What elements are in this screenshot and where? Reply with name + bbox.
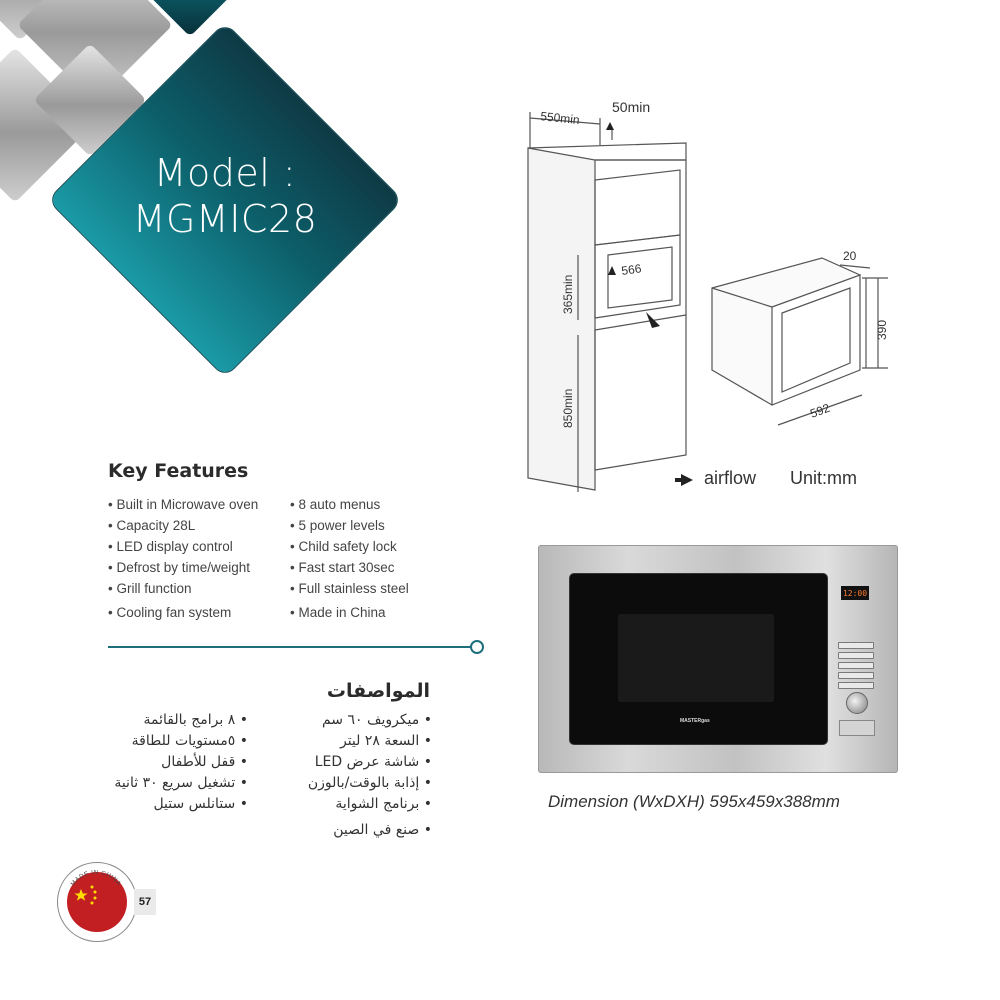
brand-logo: MASTERgas	[680, 718, 710, 724]
arabic-spec-item: • ٥مستويات للطاقة	[131, 733, 248, 749]
feature-item: • 5 power levels	[290, 518, 385, 533]
section-divider	[108, 646, 472, 648]
arabic-spec-item: • إذابة بالوقت/بالوزن	[307, 775, 432, 791]
microwave-display: 12:00	[841, 586, 869, 600]
arabic-spec-item: • ميكرويف ٦٠ سم	[321, 712, 432, 728]
arabic-spec-item: • السعة ٢٨ ليتر	[339, 733, 432, 749]
feature-item: • Capacity 28L	[108, 518, 196, 533]
dim-height-label: 390	[875, 319, 889, 340]
control-button	[838, 652, 874, 659]
badge-lettering	[57, 862, 135, 940]
key-features-title: Key Features	[108, 460, 249, 482]
feature-item: • Defrost by time/weight	[108, 560, 251, 575]
model-number: MGMIC28	[132, 197, 318, 241]
feature-item: • Fast start 30sec	[290, 560, 395, 575]
dim-opening-width-label: 566	[620, 261, 643, 278]
installation-diagram	[515, 95, 900, 500]
dim-floor-height-label: 850min	[561, 388, 575, 428]
features-left-list	[108, 497, 258, 626]
feature-item: • Full stainless steel	[290, 581, 409, 596]
feature-item: • 8 auto menus	[290, 497, 381, 512]
microwave-window	[618, 614, 774, 702]
dim-opening-height-label: 365min	[561, 274, 575, 314]
arabic-specs-left-column	[88, 712, 248, 817]
control-knob	[846, 692, 868, 714]
feature-item: • LED display control	[108, 539, 233, 554]
arabic-spec-item: • ٨ برامج بالقائمة	[143, 712, 248, 728]
model-label: Model :	[153, 151, 297, 195]
divider-dot	[470, 640, 484, 654]
features-right-list	[290, 497, 409, 626]
dim-gap-label: 50min	[612, 99, 651, 115]
dim-depth-label: 550min	[539, 109, 581, 128]
dim-frame-depth-label: 20	[843, 249, 857, 263]
control-panel	[835, 580, 877, 740]
unit-label: Unit:mm	[790, 468, 857, 488]
control-button	[838, 672, 874, 679]
model-title	[110, 150, 340, 242]
arabic-spec-item: • صنع في الصين	[333, 822, 432, 838]
control-button	[838, 682, 874, 689]
page-number: 57	[134, 889, 156, 915]
feature-item: • Made in China	[290, 605, 386, 620]
arabic-spec-item: • برنامج الشواية	[335, 796, 432, 812]
feature-item: • Child safety lock	[290, 539, 397, 554]
feature-item: • Built in Microwave oven	[108, 497, 259, 512]
feature-item: • Grill function	[108, 581, 192, 596]
svg-text:MADE IN CHINA: MADE IN CHINA	[70, 869, 122, 888]
dim-width-label: 592	[808, 400, 832, 421]
arabic-spec-item: • شاشة عرض LED	[314, 754, 432, 770]
feature-item: • Cooling fan system	[108, 605, 232, 620]
dimension-caption: Dimension (WxDXH) 595x459x388mm	[548, 792, 840, 811]
arabic-spec-item: • تشغيل سريع ٣٠ ثانية	[114, 775, 248, 791]
arabic-spec-item: • ستانلس ستيل	[153, 796, 248, 812]
flag-star-icon	[74, 889, 87, 901]
airflow-legend: airflow	[704, 468, 757, 488]
control-button	[838, 662, 874, 669]
control-button	[838, 642, 874, 649]
arabic-specs-title: المواصفات	[326, 680, 430, 702]
arabic-spec-item: • قفل للأطفال	[161, 754, 248, 770]
arabic-specs-right-column	[250, 712, 432, 843]
door-open-button	[839, 720, 875, 736]
